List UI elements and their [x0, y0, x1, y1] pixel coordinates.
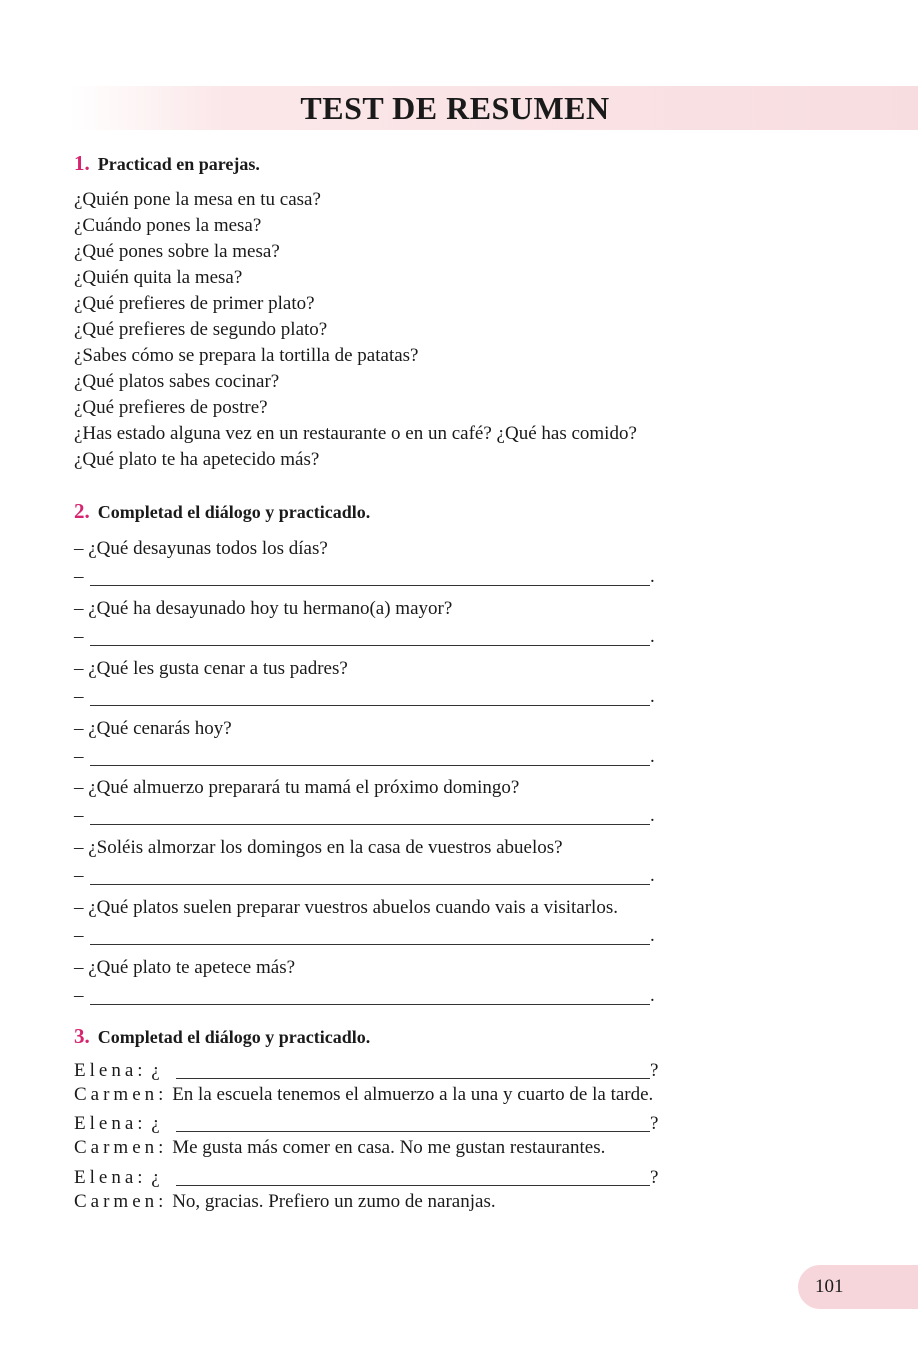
- s1-question: ¿Sabes cómo se prepara la tortilla de patatas?: [74, 345, 419, 366]
- s2-question: – ¿Qué plato te apetece más?: [74, 957, 296, 978]
- s1-question: ¿Qué platos sabes cocinar?: [74, 371, 280, 392]
- speaker-name: Carmen:: [74, 1191, 168, 1212]
- s2-question: – ¿Qué almuerzo preparará tu mamá el próximo domingo?: [74, 777, 520, 798]
- s1-question: ¿Qué prefieres de primer plato?: [74, 293, 315, 314]
- s2-answer-line[interactable]: – .: [74, 686, 655, 707]
- s2-answer-line[interactable]: – .: [74, 626, 655, 647]
- s1-question: ¿Qué pones sobre la mesa?: [74, 241, 280, 262]
- section-3-number: 3.: [74, 1024, 90, 1048]
- section-1-title: Practicad en parejas.: [97, 154, 260, 174]
- speaker-name: Elena:: [74, 1113, 147, 1134]
- section-3-title: Completad el diálogo y practicadlo.: [97, 1027, 371, 1047]
- speaker-name: Carmen:: [74, 1137, 168, 1158]
- speaker-name: Carmen:: [74, 1084, 168, 1105]
- s2-question: – ¿Qué ha desayunado hoy tu hermano(a) mayor?: [74, 598, 453, 619]
- section-2-heading: [74, 500, 370, 523]
- s2-answer-line[interactable]: – .: [74, 865, 655, 886]
- s2-question: – ¿Soléis almorzar los domingos en la casa de vuestros abuelos?: [74, 837, 563, 858]
- s1-question: ¿Quién quita la mesa?: [74, 267, 243, 288]
- section-2-number: 2.: [74, 499, 90, 523]
- s2-question: – ¿Qué desayunas todos los días?: [74, 538, 328, 559]
- s2-question: – ¿Qué cenarás hoy?: [74, 718, 232, 739]
- dialogue-question-line[interactable]: Elena: ¿ ?: [74, 1167, 659, 1188]
- dialogue-reply: Carmen: Me gusta más comer en casa. No me gustan restaurantes.: [74, 1137, 606, 1158]
- s2-answer-line[interactable]: – .: [74, 805, 655, 826]
- s2-question: – ¿Qué platos suelen preparar vuestros abuelos cuando vais a visitarlos.: [74, 897, 618, 918]
- page-number: 101: [815, 1276, 844, 1297]
- s1-question: ¿Quién pone la mesa en tu casa?: [74, 189, 321, 210]
- dialogue-reply: Carmen: En la escuela tenemos el almuerzo a la una y cuarto de la tarde.: [74, 1084, 654, 1105]
- dialogue-question-line[interactable]: Elena: ¿ ?: [74, 1060, 659, 1081]
- s2-answer-line[interactable]: – .: [74, 925, 655, 946]
- page-title: TEST DE RESUMEN: [300, 90, 610, 126]
- section-2-title: Completad el diálogo y practicadlo.: [97, 502, 371, 522]
- dialogue-reply: Carmen: No, gracias. Prefiero un zumo de naranjas.: [74, 1191, 496, 1212]
- s1-question: ¿Qué prefieres de segundo plato?: [74, 319, 328, 340]
- s1-question: ¿Qué prefieres de postre?: [74, 397, 268, 418]
- s1-question: ¿Has estado alguna vez en un restaurante o en un café? ¿Qué has comido?: [74, 423, 637, 444]
- speaker-name: Elena:: [74, 1060, 147, 1081]
- s2-answer-line[interactable]: – .: [74, 985, 655, 1006]
- s1-question: ¿Qué plato te ha apetecido más?: [74, 449, 320, 470]
- s2-answer-line[interactable]: – .: [74, 566, 655, 587]
- s1-question: ¿Cuándo pones la mesa?: [74, 215, 262, 236]
- speaker-name: Elena:: [74, 1167, 147, 1188]
- s2-answer-line[interactable]: – .: [74, 746, 655, 767]
- section-1-heading: [74, 152, 260, 175]
- section-3-heading: [74, 1025, 370, 1048]
- dialogue-question-line[interactable]: Elena: ¿ ?: [74, 1113, 659, 1134]
- section-1-number: 1.: [74, 151, 90, 175]
- s2-question: – ¿Qué les gusta cenar a tus padres?: [74, 658, 348, 679]
